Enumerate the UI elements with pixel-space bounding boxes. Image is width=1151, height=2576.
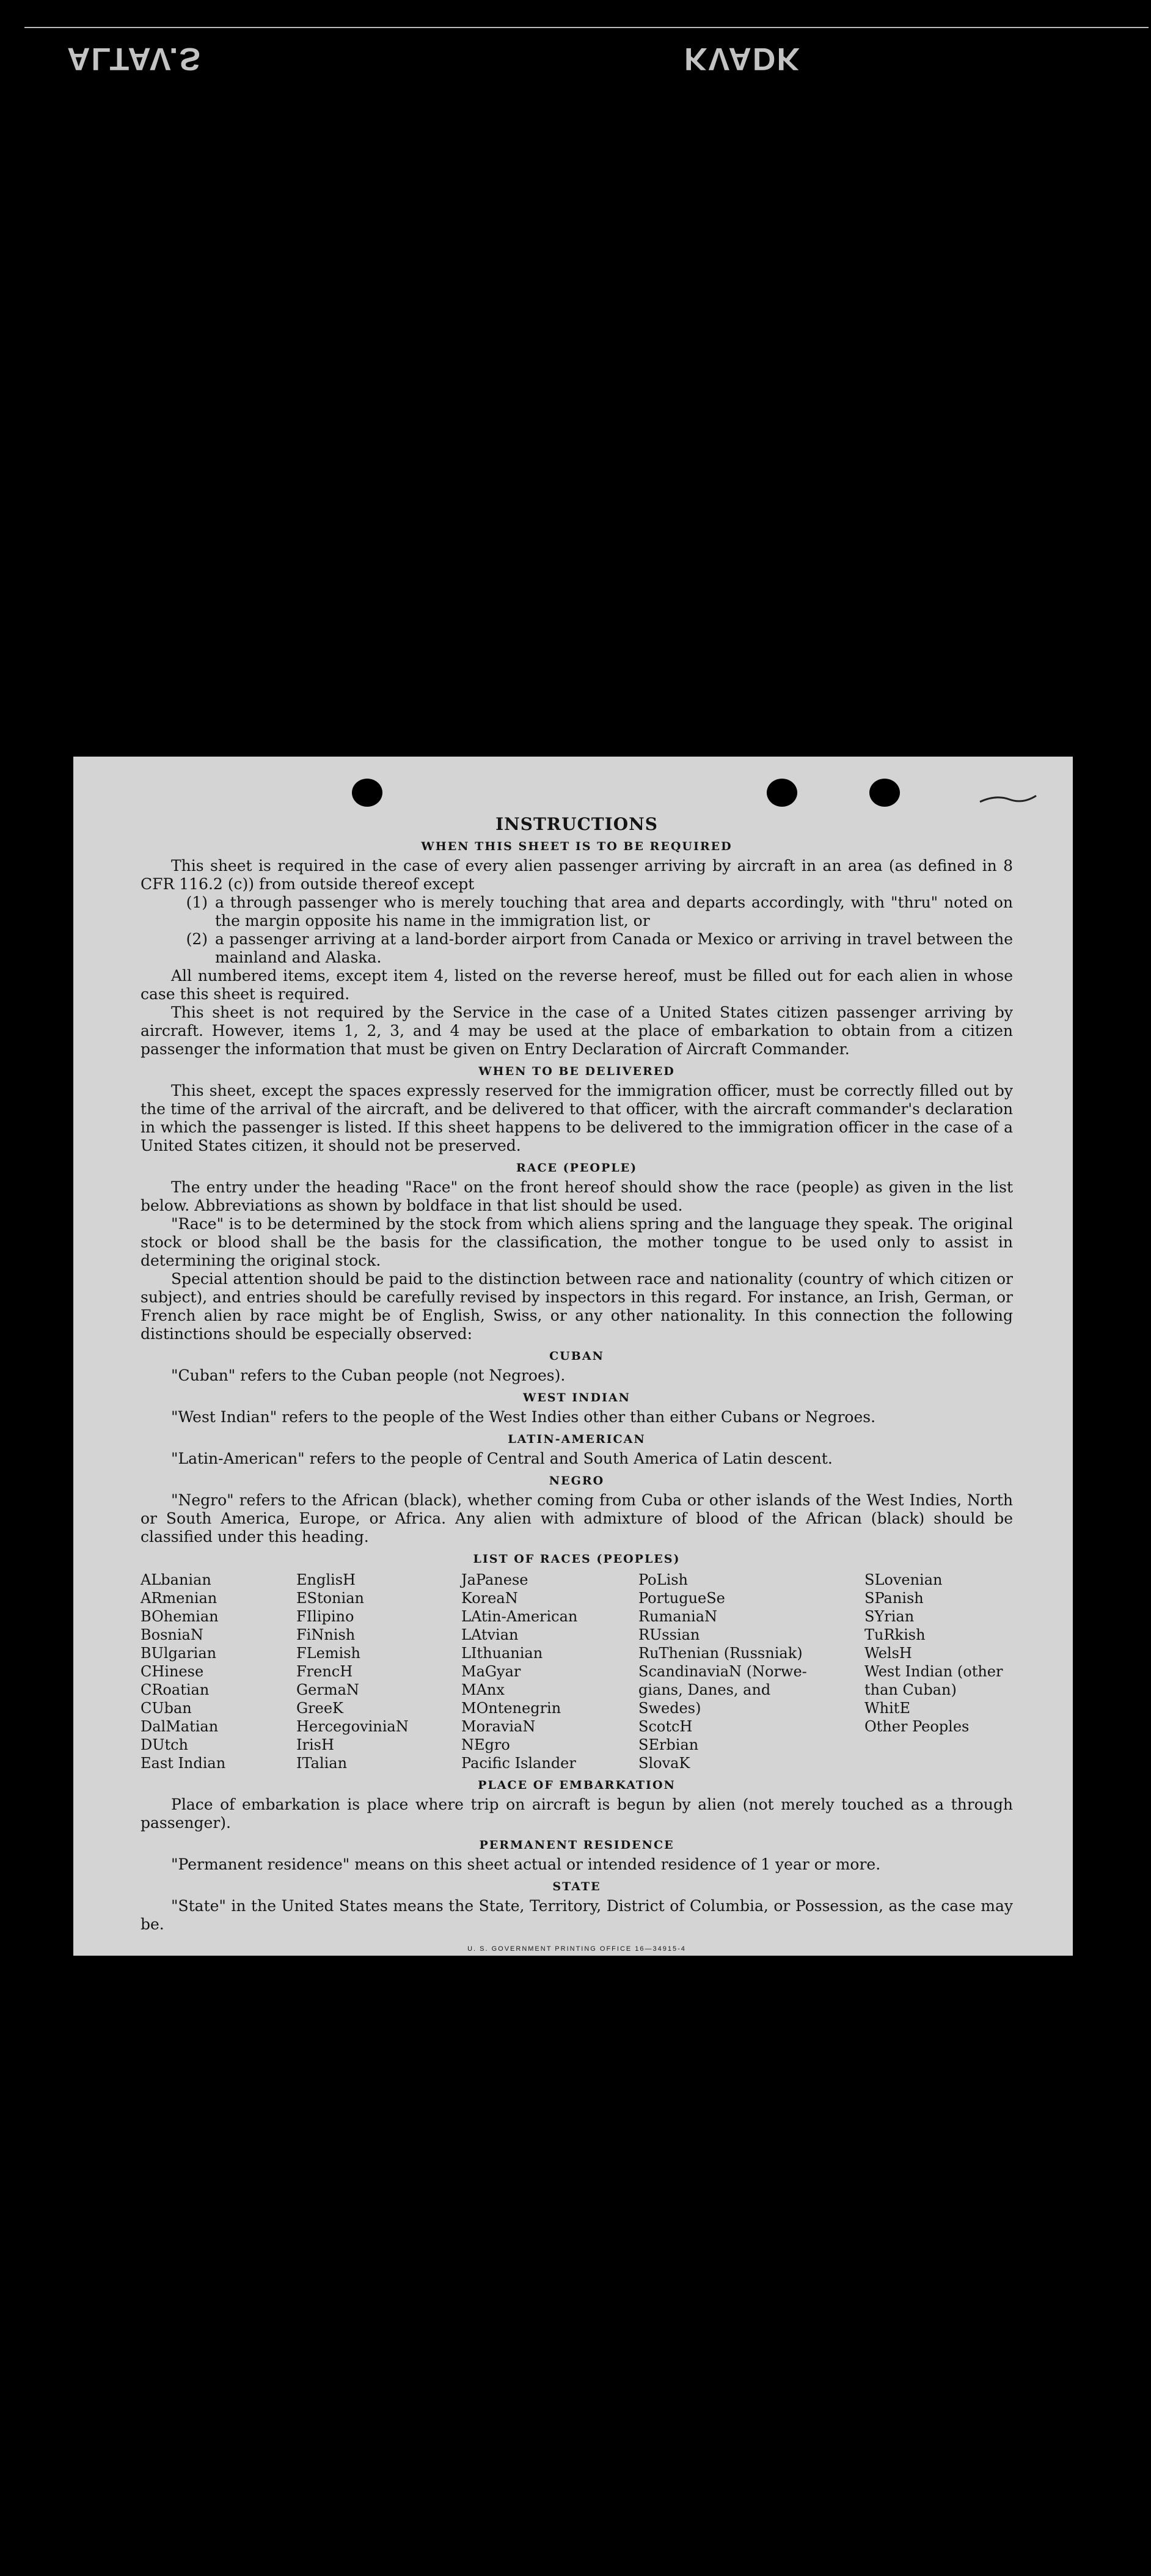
west-indian-definition: "West Indian" refers to the people of the West Indies other than either Cubans or Negroes. xyxy=(171,1408,876,1426)
race-list-entry: JaPanese xyxy=(461,1571,528,1588)
race-list-column xyxy=(638,1571,864,1772)
film-frame-mark-right: KVADK xyxy=(684,41,802,76)
when-required-intro: This sheet is required in the case of every alien passenger arriving by aircraft in an area (as defined in 8 CFR 116.2 (c)) from outside thereof except xyxy=(141,857,1013,893)
exception-number: (2) xyxy=(186,930,208,948)
race-list-entry: West Indian (other xyxy=(864,1663,1003,1680)
state-definition: "State" in the United States means the State, Territory, District of Columbia, or Possession, as the case may be. xyxy=(141,1897,1013,1933)
exception-list xyxy=(141,894,1013,967)
race-list-entry: Swedes) xyxy=(638,1700,701,1717)
exception-text: a through passenger who is merely touching that area and departs accordingly, with "thru" noted on the margin opposite his name in the immigration list, or xyxy=(215,894,1013,930)
race-list-entry: MoraviaN xyxy=(461,1718,536,1735)
race-list-entry: BosniaN xyxy=(141,1626,203,1643)
when-delivered-text: This sheet, except the spaces expressly reserved for the immigration officer, must be correctly filled out by the time of the arrival of the aircraft, and be delivered to that officer, with the aircraft commander's declaration in which the passenger is listed. If this sheet happens to be delivered to the immigration officer in the case of a United States citizen, it should not be preserved. xyxy=(141,1082,1013,1154)
punch-hole xyxy=(869,779,900,807)
race-list-entry: CUban xyxy=(141,1700,192,1717)
race-list-entry: NEgro xyxy=(461,1736,510,1753)
race-list-entry: EnglisH xyxy=(296,1571,356,1588)
race-list-entry: ScotcH xyxy=(638,1718,693,1735)
latin-american-definition: "Latin-American" refers to the people of Central and South America of Latin descent. xyxy=(171,1450,833,1467)
race-list-entry: FLemish xyxy=(296,1645,360,1662)
race-list-table xyxy=(141,1571,1013,1772)
race-list-entry: PortugueSe xyxy=(638,1590,725,1607)
race-list-entry: SlovaK xyxy=(638,1755,690,1772)
race-paragraph-2: "Race" is to be determined by the stock from which aliens spring and the language they speak. The original stock or blood shall be the basis for the classification, the mother tongue to be used only to assist in determining the original stock. xyxy=(141,1215,1013,1269)
section-heading-west-indian: WEST INDIAN xyxy=(522,1391,631,1404)
race-list-entry: TuRkish xyxy=(864,1626,926,1643)
race-list-entry: SYrian xyxy=(864,1608,915,1625)
race-list-entry: BOhemian xyxy=(141,1608,219,1625)
instruction-sheet xyxy=(73,757,1073,1956)
race-list-entry: ARmenian xyxy=(141,1590,217,1607)
race-list-entry: MOntenegrin xyxy=(461,1700,561,1717)
section-heading-latin-american: LATIN-AMERICAN xyxy=(508,1433,646,1446)
film-frame-mark-left: ALTAV.S xyxy=(67,41,202,76)
race-paragraph-3: Special attention should be paid to the distinction between race and nationality (country of which citizen or subject), and entries should be carefully revised by inspectors in this regard. For instance, an Irish, German, or French alien by race might be of English, Swiss, or any other nationality. In this connection the following distinctions should be especially observed: xyxy=(141,1270,1013,1343)
race-list-column xyxy=(461,1571,638,1772)
exception-item xyxy=(141,894,1013,930)
race-list-entry: BUlgarian xyxy=(141,1645,217,1662)
race-list-entry: WelsH xyxy=(864,1645,912,1662)
cuban-definition: "Cuban" refers to the Cuban people (not Negroes). xyxy=(171,1367,566,1384)
negro-definition: "Negro" refers to the African (black), whether coming from Cuba or other islands of the West Indies, North or South America, Europe, or Africa. Any alien with admixture of blood of the African (black) should be classified under this heading. xyxy=(141,1491,1013,1546)
race-list-entry: PoLish xyxy=(638,1571,689,1588)
punch-hole xyxy=(352,779,382,807)
race-list-entry: ITalian xyxy=(296,1755,348,1772)
race-list-entry: EStonian xyxy=(296,1590,364,1607)
race-list-column xyxy=(141,1571,296,1772)
race-list-entry: RumaniaN xyxy=(638,1608,718,1625)
numbered-items-paragraph: All numbered items, except item 4, listed on the reverse hereof, must be filled out for each alien in whose case this sheet is required. xyxy=(141,967,1013,1003)
residence-definition: "Permanent residence" means on this sheet actual or intended residence of 1 year or more. xyxy=(171,1855,881,1873)
section-heading-when-required: WHEN THIS SHEET IS TO BE REQUIRED xyxy=(421,840,733,853)
race-list-entry: ScandinaviaN (Norwe- xyxy=(638,1663,807,1680)
printer-imprint: U. S. GOVERNMENT PRINTING OFFICE 16—34915-4 xyxy=(467,1945,686,1953)
race-list-entry: FiNnish xyxy=(296,1626,356,1643)
race-list-entry: LAtin-American xyxy=(461,1608,578,1625)
race-list-entry: RUssian xyxy=(638,1626,700,1643)
race-list-entry: DalMatian xyxy=(141,1718,219,1735)
instructions-content xyxy=(141,815,1013,1958)
race-list-entry: SLovenian xyxy=(864,1571,943,1588)
race-list-entry: CHinese xyxy=(141,1663,204,1680)
race-list-entry: Other Peoples xyxy=(864,1718,970,1735)
race-list-entry: East Indian xyxy=(141,1755,226,1772)
race-list-entry: IrisH xyxy=(296,1736,334,1753)
race-list-entry: KoreaN xyxy=(461,1590,518,1607)
race-paragraph-1: The entry under the heading "Race" on the front hereof should show the race (people) as given in the list below. Abbreviations as shown by boldface in that list should be used. xyxy=(141,1178,1013,1214)
race-list-entry: GreeK xyxy=(296,1700,343,1717)
race-list-entry: RuThenian (Russniak) xyxy=(638,1645,803,1662)
race-list-entry: FIlipino xyxy=(296,1608,354,1625)
section-heading-residence: PERMANENT RESIDENCE xyxy=(479,1838,674,1852)
race-list-entry: WhitE xyxy=(864,1700,910,1717)
section-heading-list-of-races: LIST OF RACES (PEOPLES) xyxy=(473,1552,681,1566)
race-list-column xyxy=(296,1571,461,1772)
film-strip-top xyxy=(24,27,1149,77)
section-heading-race: RACE (PEOPLE) xyxy=(516,1161,638,1175)
race-list-entry: LAtvian xyxy=(461,1626,519,1643)
race-list-entry: gians, Danes, and xyxy=(638,1681,771,1698)
section-heading-cuban: CUBAN xyxy=(549,1349,604,1363)
citizen-paragraph: This sheet is not required by the Service in the case of a United States citizen passenger arriving by aircraft. However, items 1, 2, 3, and 4 may be used at the place of embarkation to obtain from a citizen passenger the information that must be given on Entry Declaration of Aircraft Commander. xyxy=(141,1004,1013,1058)
race-list-entry: CRoatian xyxy=(141,1681,210,1698)
race-list-entry: HercegoviniaN xyxy=(296,1718,409,1735)
race-list-entry: MaGyar xyxy=(461,1663,521,1680)
race-list-entry: GermaN xyxy=(296,1681,359,1698)
race-list-entry: SErbian xyxy=(638,1736,699,1753)
race-list-entry: LIthuanian xyxy=(461,1645,543,1662)
section-heading-state: STATE xyxy=(552,1880,601,1893)
race-list-column xyxy=(864,1571,1013,1772)
race-list-entry: ALbanian xyxy=(141,1571,211,1588)
race-list-entry: than Cuban) xyxy=(864,1681,957,1698)
exception-text: a passenger arriving at a land-border airport from Canada or Mexico or arriving in travel between the mainland and Alaska. xyxy=(215,930,1013,966)
section-heading-negro: NEGRO xyxy=(549,1474,605,1488)
pen-scratch-mark xyxy=(977,783,1039,808)
section-heading-embarkation: PLACE OF EMBARKATION xyxy=(478,1778,676,1792)
exception-number: (1) xyxy=(186,894,208,911)
section-heading-when-delivered: WHEN TO BE DELIVERED xyxy=(478,1065,675,1078)
race-list-entry: SPanish xyxy=(864,1590,924,1607)
race-list-entry: Pacific Islander xyxy=(461,1755,576,1772)
page-title: INSTRUCTIONS xyxy=(495,814,658,834)
race-list-entry: FrencH xyxy=(296,1663,353,1680)
race-list-entry: DUtch xyxy=(141,1736,189,1753)
race-list-entry: MAnx xyxy=(461,1681,505,1698)
exception-item xyxy=(141,930,1013,967)
punch-hole xyxy=(767,779,797,807)
embarkation-definition: Place of embarkation is place where trip on aircraft is begun by alien (not merely touched as a through passenger). xyxy=(141,1796,1013,1832)
